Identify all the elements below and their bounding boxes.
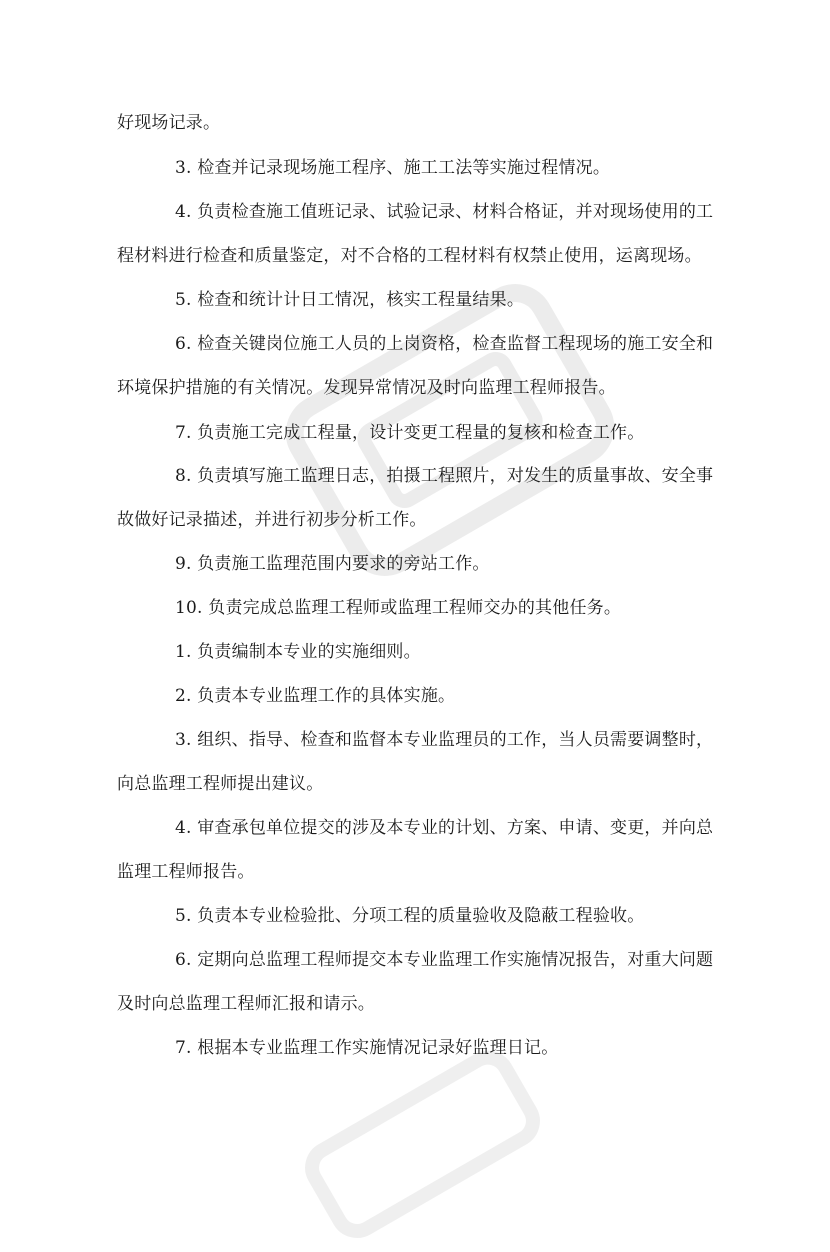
paragraph-line: 4. 负责检查施工值班记录、试验记录、材料合格证，并对现场使用的工 <box>175 202 714 222</box>
paragraph-line: 4. 审查承包单位提交的涉及本专业的计划、方案、申请、变更，并向总 <box>175 818 714 838</box>
paragraph-line: 3. 检查并记录现场施工程序、施工工法等实施过程情况。 <box>175 158 611 178</box>
watermark-logo-bottom <box>286 1028 554 1252</box>
paragraph-line: 9. 负责施工监理范围内要求的旁站工作。 <box>175 554 490 574</box>
paragraph-line: 好现场记录。 <box>117 113 221 133</box>
paragraph-line: 及时向总监理工程师汇报和请示。 <box>117 994 375 1014</box>
paragraph-line: 6. 检查关键岗位施工人员的上岗资格，检查监督工程现场的施工安全和 <box>175 334 714 354</box>
paragraph-line: 监理工程师报告。 <box>117 862 255 882</box>
paragraph-line: 5. 检查和统计计日工情况，核实工程量结果。 <box>175 290 525 310</box>
paragraph-line: 故做好记录描述，并进行初步分析工作。 <box>117 510 427 530</box>
paragraph-line: 1. 负责编制本专业的实施细则。 <box>175 642 421 662</box>
paragraph-line: 2. 负责本专业监理工作的具体实施。 <box>175 686 456 706</box>
paragraph-line: 8. 负责填写施工监理日志，拍摄工程照片，对发生的质量事故、安全事 <box>175 466 714 486</box>
paragraph-line: 10. 负责完成总监理工程师或监理工程师交办的其他任务。 <box>175 598 622 618</box>
paragraph-line: 程材料进行检查和质量鉴定，对不合格的工程材料有权禁止使用，运离现场。 <box>117 246 702 266</box>
paragraph-line: 7. 负责施工完成工程量，设计变更工程量的复核和检查工作。 <box>175 423 645 443</box>
paragraph-line: 6. 定期向总监理工程师提交本专业监理工作实施情况报告，对重大问题 <box>175 950 714 970</box>
paragraph-line: 向总监理工程师提出建议。 <box>117 774 324 794</box>
paragraph-line: 环境保护措施的有关情况。发现异常情况及时向监理工程师报告。 <box>117 378 616 398</box>
paragraph-line: 7. 根据本专业监理工作实施情况记录好监理日记。 <box>175 1038 559 1058</box>
paragraph-line: 5. 负责本专业检验批、分项工程的质量验收及隐蔽工程验收。 <box>175 906 645 926</box>
paragraph-line: 3. 组织、指导、检查和监督本专业监理员的工作，当人员需要调整时， <box>175 730 714 750</box>
